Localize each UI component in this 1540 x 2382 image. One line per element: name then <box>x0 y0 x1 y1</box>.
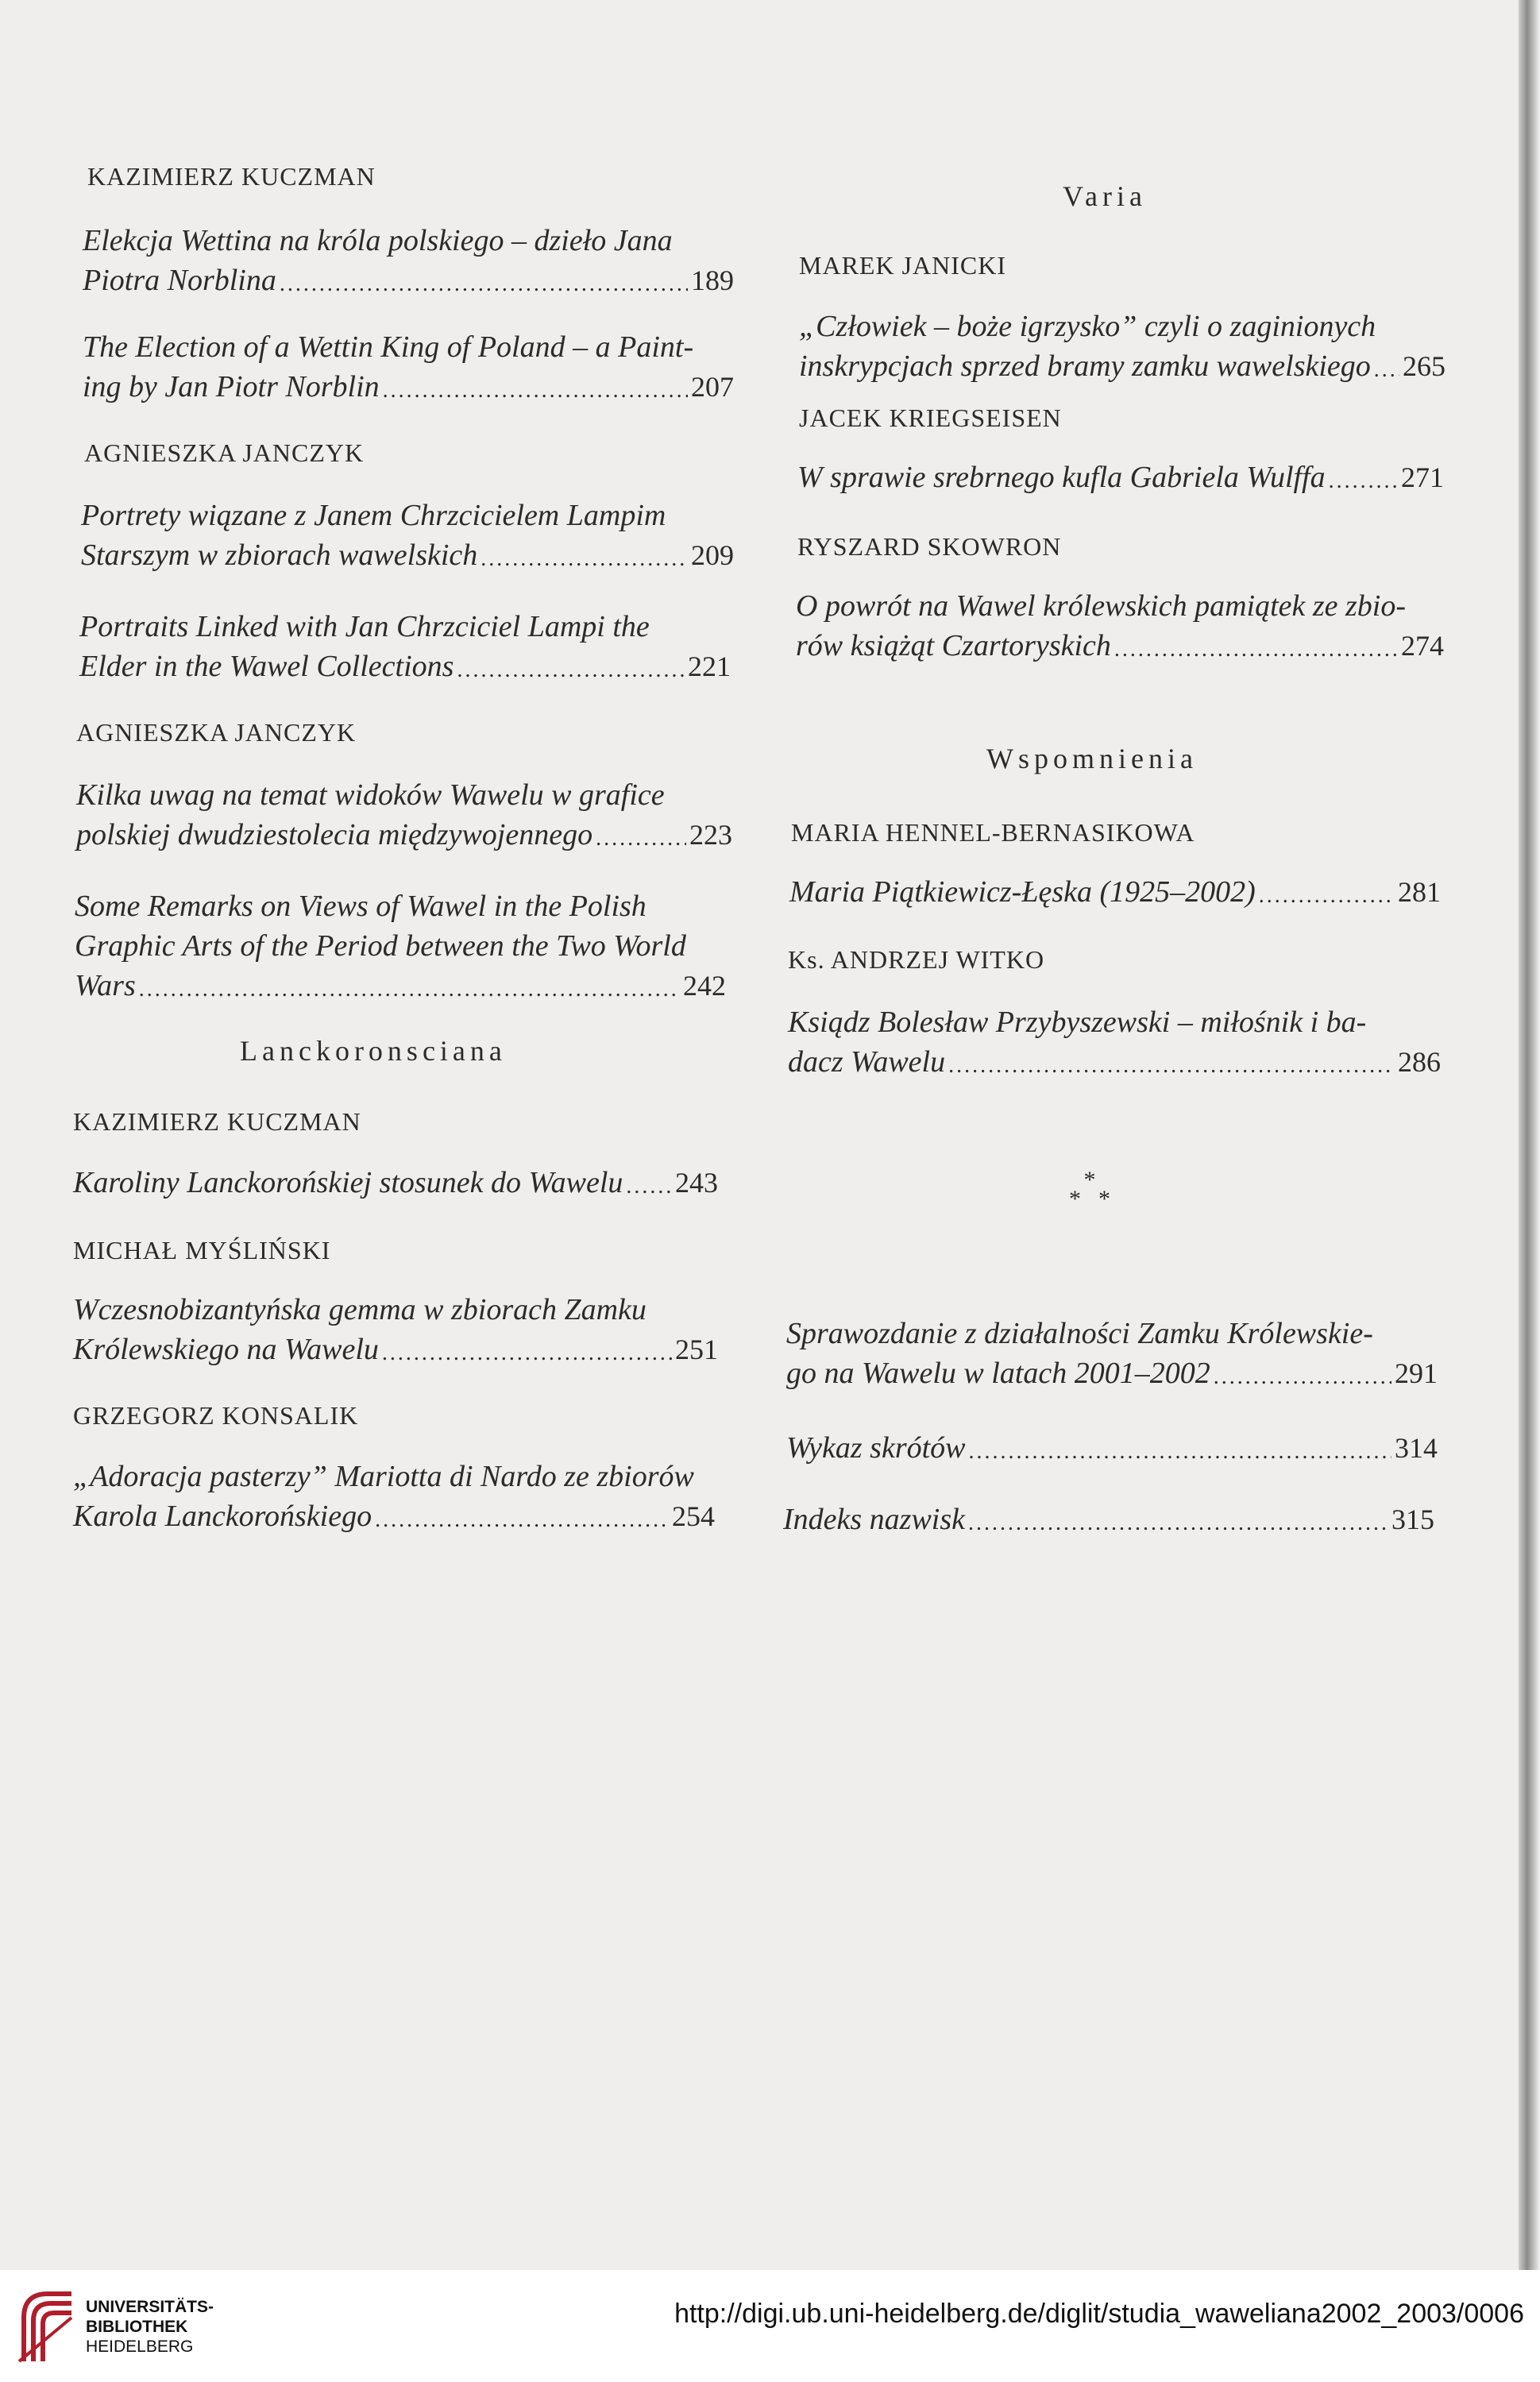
dot-leader <box>1374 354 1399 386</box>
entry-title-line: Elder in the Wawel Collections <box>79 650 454 683</box>
toc-entry[interactable] <box>73 1290 718 1369</box>
dot-leader <box>1259 880 1395 912</box>
page-number: 314 <box>1395 1432 1438 1464</box>
section-heading: Lanckoronsciana <box>240 1035 507 1067</box>
entry-title-line: Wykaz skrótów <box>786 1431 966 1465</box>
entry-title-line: Wars <box>75 969 136 1002</box>
entry-title-line: Graphic Arts of the Period between the Two World <box>75 929 686 963</box>
author-name: KAZIMIERZ KUCZMAN <box>87 162 376 191</box>
entry-title-line: Królewskiego na Wawelu <box>73 1333 379 1366</box>
page-number: 281 <box>1398 876 1441 908</box>
entry-title-line: Indeks nazwisk <box>783 1503 966 1536</box>
entry-title-line: Portraits Linked with Jan Chrzciciel Lampi the <box>79 610 650 643</box>
entry-title-line: go na Wawelu w latach 2001–2002 <box>786 1357 1210 1390</box>
toc-entry[interactable] <box>786 1428 1438 1468</box>
entry-title-line: ing by Jan Piotr Norblin <box>83 370 380 403</box>
page-number: 243 <box>675 1167 718 1199</box>
toc-entry[interactable] <box>75 886 726 1006</box>
page-number: 251 <box>675 1334 718 1365</box>
author-name: Ks. ANDRZEJ WITKO <box>788 945 1045 974</box>
page-number: 274 <box>1401 630 1444 662</box>
entry-title-line: Sprawozdanie z działalności Zamku Królewskie- <box>786 1317 1373 1350</box>
page-number: 207 <box>691 371 734 403</box>
section-heading: Varia <box>1063 180 1147 212</box>
toc-entry[interactable] <box>73 1457 715 1536</box>
author-name: AGNIESZKA JANCZYK <box>84 438 365 467</box>
dot-leader <box>139 974 680 1006</box>
entry-title-line: Kilka uwag na temat widoków Wawelu w grafice <box>76 778 665 812</box>
toc-entry[interactable] <box>799 307 1445 386</box>
entry-title-line: Starszym w zbiorach wawelskich <box>81 539 478 572</box>
entry-title-line: polskiej dwudziestolecia międzywojennego <box>76 818 593 851</box>
dot-leader <box>626 1171 672 1203</box>
author-name: RYSZARD SKOWRON <box>797 532 1062 561</box>
author-name: JACEK KRIEGSEISEN <box>799 403 1062 432</box>
dot-leader <box>1114 634 1398 666</box>
toc-entry[interactable] <box>788 1002 1441 1082</box>
entry-title-line: The Election of a Wettin King of Poland – a Paint- <box>83 330 694 364</box>
dot-leader <box>596 823 686 855</box>
page-number: 209 <box>691 539 734 571</box>
author-name: MICHAŁ MYŚLIŃSKI <box>73 1236 331 1264</box>
entry-title-line: W sprawie srebrnego kufla Gabriela Wulffa <box>797 461 1326 494</box>
author-name: MARIA HENNEL-BERNASIKOWA <box>791 818 1195 847</box>
page-number: 265 <box>1403 350 1445 382</box>
entry-title-line: „Adoracja pasterzy” Mariotta di Nardo ze zbiorów <box>73 1460 694 1493</box>
entry-title-line: Portrety wiązane z Janem Chrzcicielem Lampim <box>81 499 666 532</box>
entry-title-line: inskrypcjach sprzed bramy zamku wawelskiego <box>799 349 1371 383</box>
entry-title-line: Ksiądz Bolesław Przybyszewski – miłośnik i ba- <box>788 1006 1367 1039</box>
page-number: 242 <box>683 970 726 1002</box>
author-name: GRZEGORZ KONSALIK <box>73 1401 359 1430</box>
library-name-line: HEIDELBERG <box>86 2338 194 2356</box>
dot-leader <box>481 543 688 575</box>
page-number: 221 <box>688 651 731 682</box>
library-name-line: UNIVERSITÄTS- <box>86 2298 214 2316</box>
page-number: 254 <box>672 1500 715 1532</box>
toc-entry[interactable] <box>796 586 1444 666</box>
entry-title-line: „Człowiek – boże igrzysko” czyli o zaginionych <box>799 310 1376 343</box>
toc-entry[interactable] <box>73 1163 718 1203</box>
entry-title-line: Some Remarks on Views of Wawel in the Polish <box>75 890 646 923</box>
page-number: 291 <box>1395 1357 1438 1389</box>
page-number: 286 <box>1398 1046 1441 1078</box>
dot-leader <box>968 1508 1388 1539</box>
page-number: 271 <box>1401 461 1444 493</box>
page-number: 189 <box>691 264 734 296</box>
library-name <box>86 2297 214 2357</box>
entry-title-line: Elekcja Wettina na króla polskiego – dzieło Jana <box>83 224 673 257</box>
dot-leader <box>375 1504 669 1536</box>
dot-leader <box>948 1050 1395 1082</box>
section-separator-asterisks: * ** <box>1069 1167 1128 1212</box>
entry-title-line: Wczesnobizantyńska gemma w zbiorach Zamku <box>73 1293 646 1326</box>
author-name: AGNIESZKA JANCZYK <box>76 718 357 747</box>
university-library-logo-icon <box>16 2286 79 2369</box>
dot-leader <box>280 268 688 300</box>
source-url-link[interactable]: http://digi.ub.uni-heidelberg.de/diglit/studia_waweliana2002_2003/0006 <box>674 2299 1524 2329</box>
toc-entry[interactable] <box>797 457 1444 497</box>
toc-entry[interactable] <box>83 221 734 300</box>
toc-entry[interactable] <box>79 607 731 686</box>
toc-entry[interactable] <box>81 496 734 575</box>
page-edge-shadow <box>1519 0 1540 2270</box>
page-number: 315 <box>1391 1504 1434 1535</box>
author-name: MAREK JANICKI <box>799 251 1006 280</box>
dot-leader <box>457 654 685 686</box>
dot-leader <box>383 375 688 407</box>
entry-title-line: Maria Piątkiewicz-Łęska (1925–2002) <box>789 875 1256 909</box>
entry-title-line: dacz Wawelu <box>788 1045 946 1079</box>
page-number: 223 <box>689 819 732 851</box>
toc-entry[interactable] <box>783 1500 1434 1539</box>
toc-entry[interactable] <box>789 872 1441 912</box>
toc-entry[interactable] <box>83 327 734 407</box>
entry-title-line: Karola Lanckorońskiego <box>73 1500 372 1533</box>
entry-title-line: Karoliny Lanckorońskiej stosunek do Wawelu <box>73 1166 623 1199</box>
library-name-line: BIBLIOTHEK <box>86 2318 188 2336</box>
dot-leader <box>1214 1361 1391 1393</box>
section-heading: Wspomnienia <box>986 743 1198 774</box>
footer-bar <box>0 2270 1540 2382</box>
dot-leader <box>382 1338 672 1369</box>
entry-title-line: O powrót na Wawel królewskich pamiątek ze zbio- <box>796 589 1407 623</box>
dot-leader <box>969 1436 1391 1468</box>
entry-title-line: Piotra Norblina <box>83 264 276 297</box>
toc-entry[interactable] <box>76 775 732 855</box>
author-name: KAZIMIERZ KUCZMAN <box>73 1107 361 1136</box>
entry-title-line: rów książąt Czartoryskich <box>796 629 1111 662</box>
toc-entry[interactable] <box>786 1314 1438 1393</box>
dot-leader <box>1329 465 1398 497</box>
